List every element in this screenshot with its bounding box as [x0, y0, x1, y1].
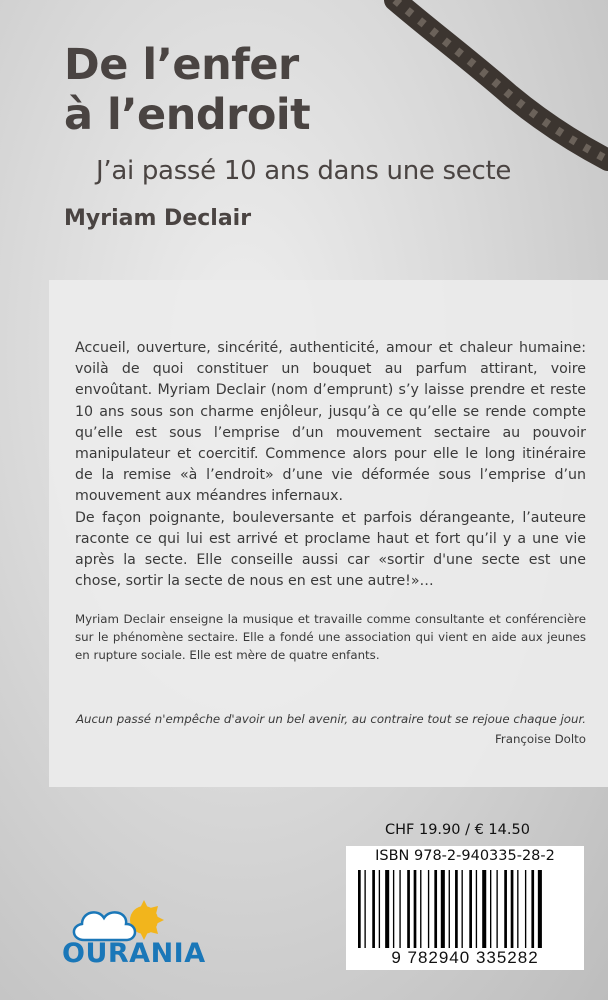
barcode-digits: 9 782940 335282 — [391, 948, 539, 967]
isbn-label: ISBN 978-2-940335-28-2 — [375, 848, 555, 864]
publisher-name: OURANIA — [62, 938, 206, 969]
title-line-2: à l’endroit — [64, 90, 311, 140]
book-subtitle: J’ai passé 10 ans dans une secte — [96, 156, 512, 186]
blurb-panel — [49, 280, 608, 787]
author-bio: Myriam Declair enseigne la musique et travaille comme consultante et conférencière sur le phénomène sectaire. Elle a fondé une association qui vient en aide aux jeunes en rupture sociale. Elle est mère de quatre enfants. — [75, 612, 586, 663]
title-line-1: De l’enfer — [64, 40, 299, 90]
blurb-paragraph-1: Accueil, ouverture, sincérité, authenticité, amour et chaleur humaine: voilà de quoi constituer un bouquet au parfum attirant, voire envoûtant. Myriam Declair (nom d’emprunt) s’y laisse prendre et reste 10 ans sous son charme enjôleur, jusqu’à ce qu’elle se rende compte qu’elle est sous l’emprise d’un mouvement sectaire au pouvoir manipulateur et coercitif. Commence alors pour elle le long itinéraire de la remise «à l’endroit» d’une vie déformée sous l’emprise d’un mouvement aux méandres infernaux. — [75, 340, 586, 505]
publisher-logo — [62, 900, 212, 975]
book-title — [64, 40, 310, 140]
epigraph-quote: Aucun passé n'empêche d'avoir un bel avenir, au contraire tout se rejoue chaque jour. — [75, 712, 586, 727]
barcode-bars — [356, 870, 574, 948]
blurb-paragraph-2: De façon poignante, bouleversante et parfois dérangeante, l’auteure raconte ce qui lui est arrivé et proclame haut et fort qu’il y a une vie après la secte. Elle conseille aussi car «sortir d'une secte est une chose, sortir la secte de nous en est une autre!»… — [75, 509, 586, 590]
barcode — [346, 846, 584, 970]
epigraph-author: Françoise Dolto — [494, 732, 586, 747]
price-label: CHF 19.90 / € 14.50 — [385, 822, 530, 838]
book-author: Myriam Declair — [64, 206, 252, 231]
